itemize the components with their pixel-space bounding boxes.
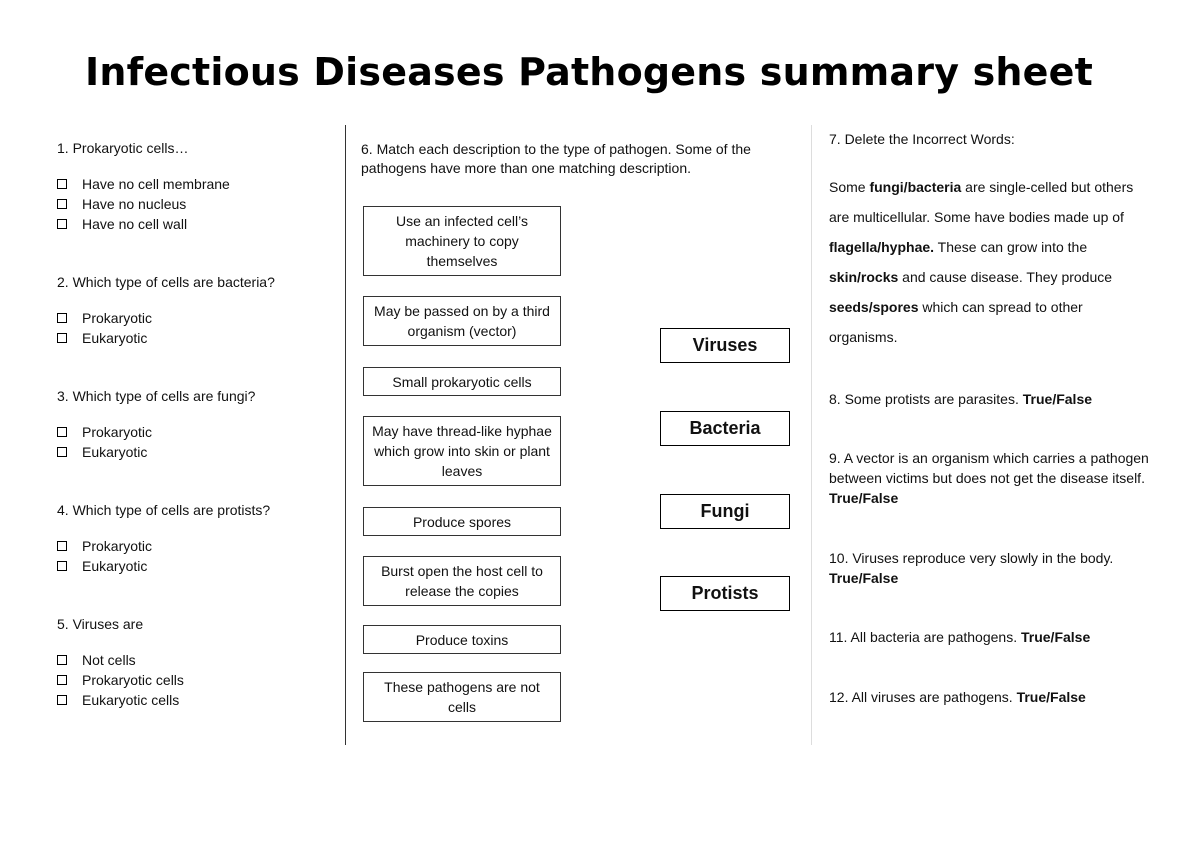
- word-choice[interactable]: skin/rocks: [829, 269, 899, 285]
- question-10: [829, 548, 1149, 588]
- question-2: 2. Which type of cells are bacteria?: [57, 274, 275, 290]
- option-label: Have no cell wall: [82, 216, 188, 232]
- question-text: 9. A vector is an organism which carries a pathogen between victims but does not get the disease itself.: [829, 450, 1149, 486]
- option-item[interactable]: [57, 442, 337, 462]
- option-item[interactable]: [57, 194, 337, 214]
- question-1: 1. Prokaryotic cells…: [57, 140, 189, 156]
- word-choice[interactable]: seeds/spores: [829, 299, 919, 315]
- option-item[interactable]: [57, 328, 337, 348]
- option-label: Eukaryotic cells: [82, 692, 180, 708]
- true-false-choice[interactable]: True/False: [829, 570, 899, 586]
- question-5: 5. Viruses are: [57, 616, 144, 632]
- description-box[interactable]: May be passed on by a third organism (vector): [363, 296, 561, 346]
- option-item[interactable]: [57, 556, 337, 576]
- checkbox[interactable]: [57, 333, 67, 343]
- option-item[interactable]: [57, 174, 337, 194]
- true-false-choice[interactable]: True/False: [829, 490, 899, 506]
- divider-left: [345, 125, 346, 745]
- option-item[interactable]: [57, 308, 337, 328]
- checkbox[interactable]: [57, 447, 67, 457]
- checkbox[interactable]: [57, 561, 67, 571]
- pathogen-box-fungi[interactable]: Fungi: [660, 494, 790, 529]
- option-label: Eukaryotic: [82, 558, 148, 574]
- option-label: Eukaryotic: [82, 444, 148, 460]
- question-7: 7. Delete the Incorrect Words:: [829, 131, 1015, 147]
- question-8: [829, 389, 1149, 409]
- divider-right: [811, 125, 812, 745]
- description-box[interactable]: Burst open the host cell to release the copies: [363, 556, 561, 606]
- option-label: Not cells: [82, 652, 136, 668]
- option-label: Have no cell membrane: [82, 176, 230, 192]
- checkbox[interactable]: [57, 541, 67, 551]
- true-false-choice[interactable]: True/False: [1020, 629, 1091, 645]
- question-text: 12. All viruses are pathogens.: [829, 689, 1017, 705]
- checkbox[interactable]: [57, 695, 67, 705]
- word-choice[interactable]: fungi/bacteria: [869, 179, 962, 195]
- pathogen-box-protists[interactable]: Protists: [660, 576, 790, 611]
- question-5-options: [57, 650, 337, 710]
- description-box[interactable]: These pathogens are not cells: [363, 672, 561, 722]
- paragraph-text: Some: [829, 179, 870, 195]
- description-box[interactable]: Produce toxins: [363, 625, 561, 654]
- true-false-choice[interactable]: True/False: [1022, 391, 1093, 407]
- question-text: 11. All bacteria are pathogens.: [829, 629, 1021, 645]
- checkbox[interactable]: [57, 655, 67, 665]
- checkbox[interactable]: [57, 179, 67, 189]
- paragraph-text: These can grow into the: [934, 239, 1088, 255]
- checkbox[interactable]: [57, 675, 67, 685]
- question-1-options: [57, 174, 337, 234]
- questions-column-1: [57, 140, 337, 710]
- pathogen-box-bacteria[interactable]: Bacteria: [660, 411, 790, 446]
- option-item[interactable]: [57, 536, 337, 556]
- option-item[interactable]: [57, 214, 337, 234]
- option-label: Prokaryotic: [82, 538, 153, 554]
- page-title: Infectious Diseases Pathogens summary sheet: [85, 50, 1093, 94]
- option-item[interactable]: [57, 422, 337, 442]
- option-label: Eukaryotic: [82, 330, 148, 346]
- option-label: Prokaryotic: [82, 424, 153, 440]
- description-box[interactable]: Small prokaryotic cells: [363, 367, 561, 396]
- option-label: Have no nucleus: [82, 196, 187, 212]
- option-item[interactable]: [57, 690, 337, 710]
- option-item[interactable]: [57, 650, 337, 670]
- question-4: 4. Which type of cells are protists?: [57, 502, 271, 518]
- question-3-options: [57, 422, 337, 462]
- description-box[interactable]: Use an infected cell’s machinery to copy themselves: [363, 206, 561, 276]
- checkbox[interactable]: [57, 313, 67, 323]
- question-9: [829, 448, 1149, 508]
- checkbox[interactable]: [57, 199, 67, 209]
- checkbox[interactable]: [57, 427, 67, 437]
- question-text: 10. Viruses reproduce very slowly in the body.: [829, 550, 1114, 566]
- question-3: 3. Which type of cells are fungi?: [57, 388, 256, 404]
- paragraph-text: which can spread to other organisms.: [829, 299, 1083, 345]
- question-6: 6. Match each description to the type of pathogen. Some of the pathogens have more than one matching description.: [361, 141, 751, 176]
- question-11: [829, 627, 1149, 647]
- paragraph-text: are single-celled but others are multicellular. Some have bodies made up of: [829, 179, 1134, 225]
- true-false-choice[interactable]: True/False: [1016, 689, 1086, 705]
- description-box[interactable]: May have thread-like hyphae which grow into skin or plant leaves: [363, 416, 561, 486]
- question-7-paragraph: [829, 172, 1149, 352]
- question-2-options: [57, 308, 337, 348]
- description-box[interactable]: Produce spores: [363, 507, 561, 536]
- option-item[interactable]: [57, 670, 337, 690]
- question-text: 8. Some protists are parasites.: [829, 391, 1023, 407]
- option-label: Prokaryotic: [82, 310, 153, 326]
- option-label: Prokaryotic cells: [82, 672, 184, 688]
- question-4-options: [57, 536, 337, 576]
- paragraph-text: and cause disease. They produce: [898, 269, 1113, 285]
- question-12: [829, 687, 1149, 707]
- word-choice[interactable]: flagella/hyphae.: [829, 239, 935, 255]
- checkbox[interactable]: [57, 219, 67, 229]
- pathogen-box-viruses[interactable]: Viruses: [660, 328, 790, 363]
